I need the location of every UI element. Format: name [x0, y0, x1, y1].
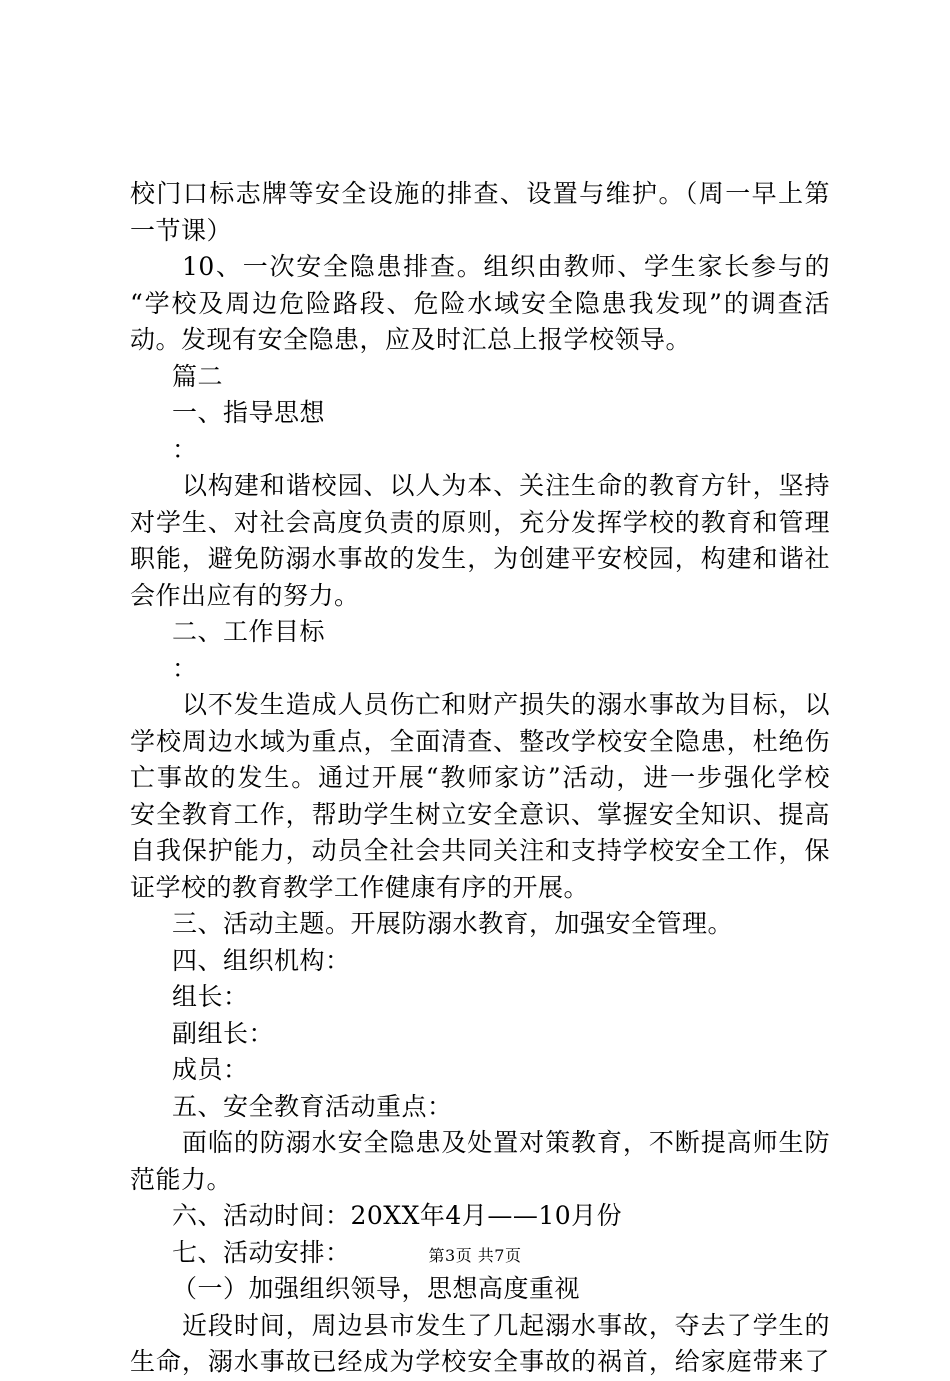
text-line: 会作出应有的努力。 — [130, 580, 360, 610]
text-line: 动。发现有安全隐患，应及时汇总上报学校领导。 — [130, 325, 692, 354]
text-line: 对学生、对社会高度负责的原则，充分发挥学校的教育和管理 — [130, 507, 830, 537]
section-heading: 篇二 — [172, 361, 224, 391]
section-heading: 一、指导思想 — [172, 398, 326, 427]
text-line: 生命，溺水事故已经成为学校安全事故的祸首，给家庭带来了 — [130, 1347, 830, 1376]
text-line: 10、一次安全隐患排查。组织由教师、学生家长参与的 — [182, 252, 830, 281]
section-heading: 七、活动安排： — [172, 1237, 351, 1267]
text-line: 近段时间，周边县市发生了几起溺水事故，夺去了学生的 — [182, 1310, 830, 1340]
text-line: 证学校的教育教学工作健康有序的开展。 — [130, 872, 590, 902]
text-line: 以构建和谐校园、以人为本、关注生命的教育方针，坚持 — [182, 471, 830, 500]
text-line: 校门口标志牌等安全设施的排查、设置与维护。（周一早上第 — [130, 179, 830, 208]
page-number: 第3页 共7页 — [428, 1246, 522, 1265]
section-heading: 二、工作目标 — [172, 617, 326, 646]
text-line: ： — [172, 434, 198, 464]
text-line: 学校周边水域为重点，全面清查、整改学校安全隐患，杜绝伤 — [130, 726, 830, 756]
text-line: 面临的防溺水安全隐患及处置对策教育，不断提高师生防 — [182, 1128, 830, 1157]
text-line: 成员： — [172, 1055, 249, 1084]
text-line: 亡事故的发生。通过开展“教师家访”活动，进一步强化学校 — [130, 763, 830, 792]
text-line: 职能，避免防溺水事故的发生，为创建平安校园，构建和谐社 — [130, 544, 830, 573]
text-line: 以不发生造成人员伤亡和财产损失的溺水事故为目标，以 — [182, 690, 830, 719]
section-heading: 三、活动主题。开展防溺水教育，加强安全管理。 — [172, 909, 734, 938]
text-line: 组长： — [172, 982, 249, 1011]
text-line: 副组长： — [172, 1018, 275, 1048]
subsection-heading: （一）加强组织领导，思想高度重视 — [172, 1274, 581, 1303]
section-heading: 四、组织机构： — [172, 945, 351, 975]
text-line: “学校及周边危险路段、危险水域安全隐患我发现”的调查活 — [130, 288, 830, 318]
text-line: 安全教育工作，帮助学生树立安全意识、掌握安全知识、提高 — [130, 799, 830, 829]
page-footer — [0, 1246, 950, 1266]
text-line: ： — [172, 653, 198, 683]
section-heading: 五、安全教育活动重点： — [172, 1091, 453, 1121]
section-heading: 六、活动时间：20XX年4月——10月份 — [172, 1201, 623, 1230]
text-line: 自我保护能力，动员全社会共同关注和支持学校安全工作，保 — [130, 836, 830, 865]
text-line: 范能力。 — [130, 1164, 233, 1194]
document-body — [130, 176, 830, 1381]
text-line: 一节课） — [130, 215, 233, 245]
